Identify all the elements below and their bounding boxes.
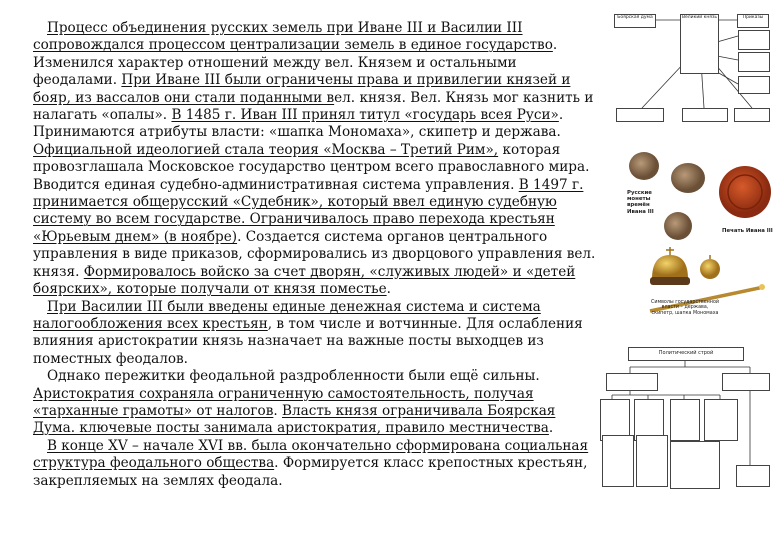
seal-caption: Печать Ивана III	[722, 228, 773, 234]
diagram2-box-f	[636, 435, 668, 487]
diagram2-box-c	[670, 399, 700, 441]
boyar-duma-box: Боярская дума	[614, 14, 656, 28]
diagram2-box-g	[670, 441, 720, 489]
diagram2-box-e	[602, 435, 634, 487]
coins-caption: Русские монеты времён Ивана III	[627, 190, 654, 215]
coin-3	[664, 212, 692, 240]
diagram2-box-d	[704, 399, 738, 441]
diagram-box-7	[616, 108, 664, 122]
diagram-box-4	[738, 30, 770, 50]
diagram2-title: Политический строй	[628, 347, 744, 361]
diagram-box-8	[682, 108, 728, 122]
diagram2-box-left	[606, 373, 658, 391]
coin-2	[671, 163, 705, 193]
monomakh-cap	[652, 255, 688, 279]
link-centralization: Процесс объединения русских земель при Иване III и Василии III сопровождался процессом централизации земель в единое государство	[33, 20, 553, 54]
paragraph-4: В конце XV – начале XVI вв. была окончательно сформирована социальная структура феодального общества. Формируется класс крепостных крестьян, закрепляемых на землях феодала.	[33, 437, 589, 489]
orb	[700, 259, 720, 279]
power-structure-diagram	[612, 12, 770, 124]
prikazy-box: Приказы	[737, 14, 769, 28]
diagram2-box-right	[722, 373, 770, 391]
grand-prince-box: Великий князь	[680, 14, 719, 74]
political-system-diagram	[600, 345, 770, 495]
diagram-box-9	[734, 108, 770, 122]
main-text	[33, 20, 598, 490]
paragraph-2: При Василии III были введены единые денежная система и система налогообложения всех крестьян, в том числе и вотчинные. Для ослабления влияния аристократии князь назначает на важные посты выходцев из поместных феодалов.	[33, 298, 583, 367]
diagram2-box-h	[736, 465, 770, 487]
coin-1	[629, 152, 659, 180]
regalia-caption: Символы государственной власти – держава, скипетр, шапка Мономаха	[651, 300, 719, 316]
paragraph-3: Однако пережитки феодальной раздробленности были ещё сильны. Аристократия сохраняла ограниченную самостоятельность, получая «тарханные грамоты» от налогов. Власть князя ограничивала Боярская Дума. ключевые посты занимала аристократия, правило местничества.	[33, 368, 556, 437]
paragraph-1: Процесс объединения русских земель при Иване III и Василии III сопровождался процессом централизации земель в единое государство. Изменился характер отношений между вел. Князем и остальными феодалами. При Иване III были ограничены права и привилегии князей и бояр, из вассалов они стали поданными вел. князя. Вел. Князь мог казнить и налагать «опалы». В 1485 г. Иван III принял титул «государь всея Руси». Принимаются атрибуты власти: «шапка Мономаха», скипетр и держава. Официальной идеологией стала теория «Москва – Третий Рим», которая провозглашала Московское государство центром всего православного мира. Вводится единая судебно-административная система управления. В 1497 г. принимается общерусский «Судебник», который ввел единую судебную систему во всем государстве. Ограничивалось право перехода крестьян «Юрьевым днем» (в ноябре). Создается система органов центрального управления в виде приказов, сформировались из дворцового управления вел. князя. Формировалось войско за счет дворян, «служивых людей» и «детей боярских», которые получали от князя поместье.	[33, 20, 596, 298]
diagram-box-6	[738, 76, 770, 94]
wax-seal	[719, 166, 771, 218]
diagram-box-5	[738, 52, 770, 72]
